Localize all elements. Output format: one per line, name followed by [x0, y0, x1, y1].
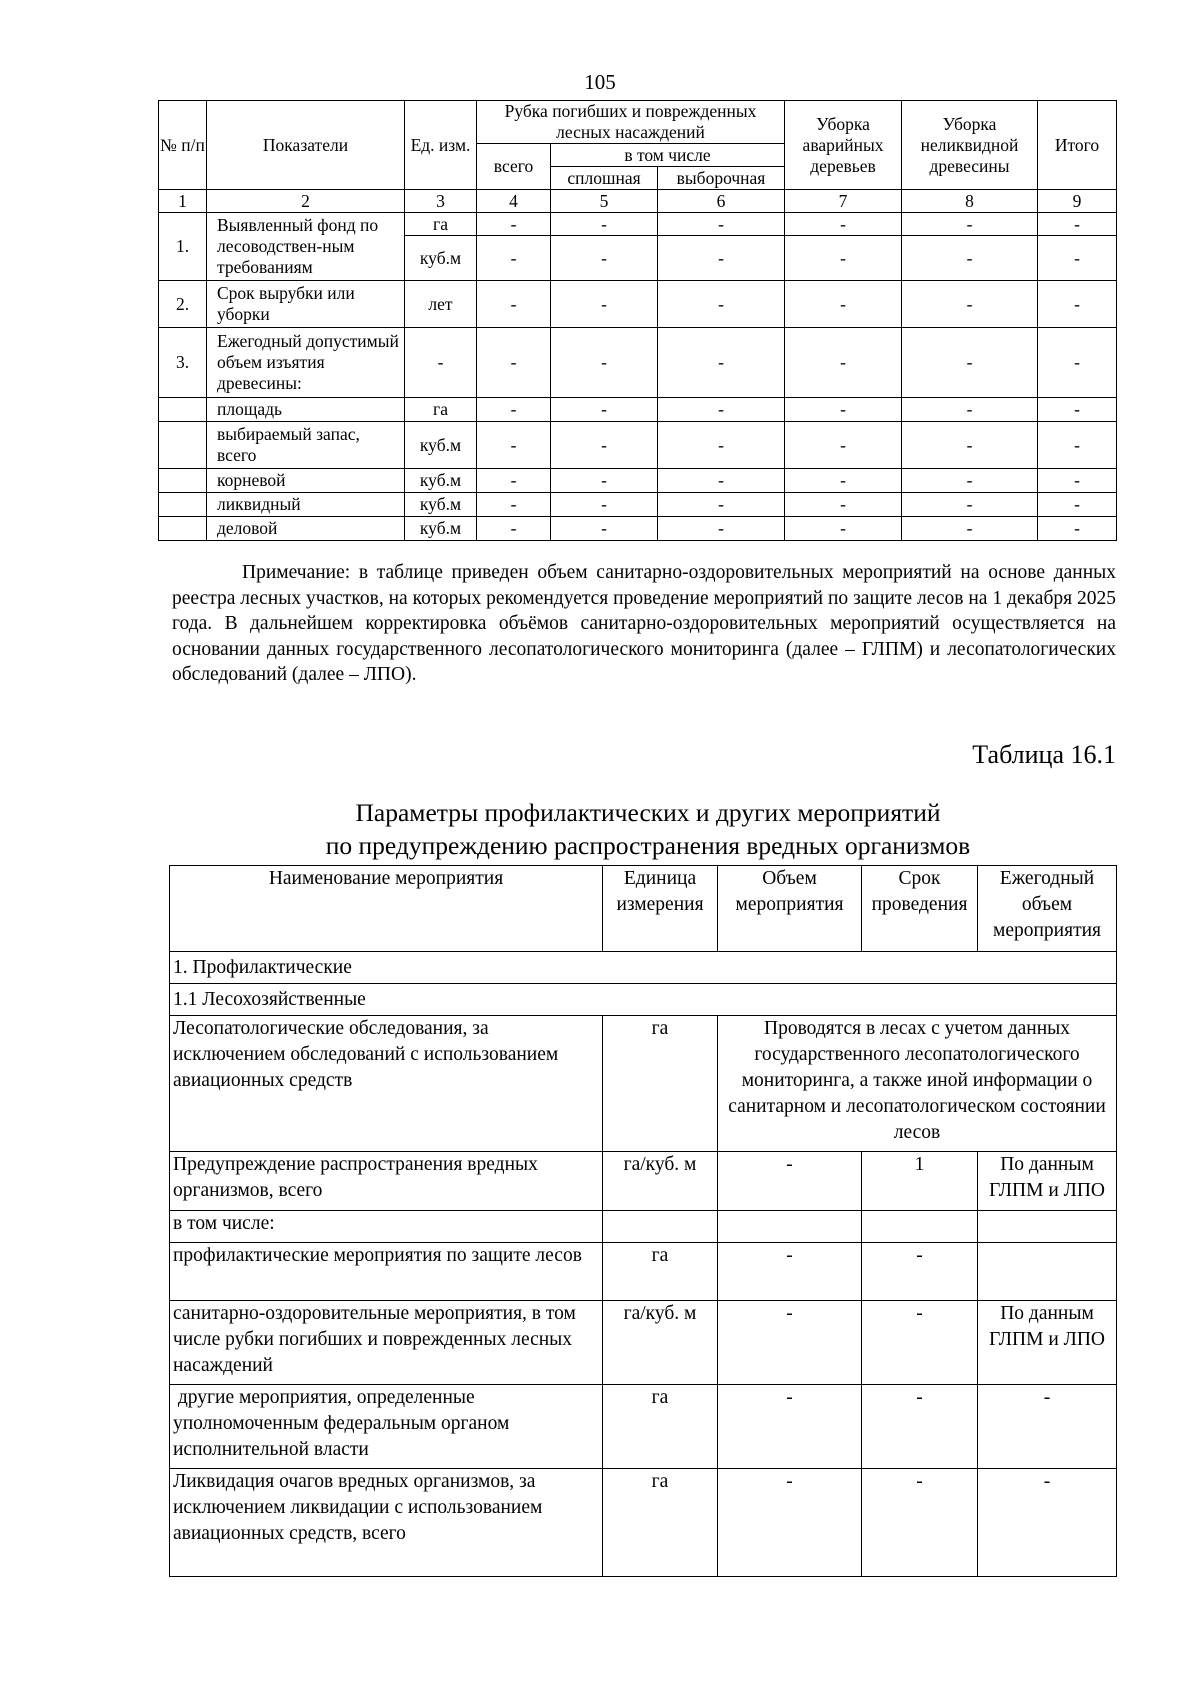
- measure-annual: -: [978, 1469, 1117, 1577]
- dash-cell: -: [477, 398, 551, 422]
- col-number: 7: [785, 190, 902, 213]
- row-unit: лет: [405, 281, 477, 328]
- dash-cell: -: [551, 213, 658, 236]
- dash-cell: -: [785, 236, 902, 281]
- dash-cell: -: [658, 281, 785, 328]
- measure-unit: га: [603, 1469, 718, 1577]
- measure-unit: га: [603, 1385, 718, 1469]
- sanitary-measures-table: [158, 100, 1117, 541]
- measure-name: санитарно-оздоровительные мероприятия, в том числе рубки погибших и поврежденных лесных насаждений: [170, 1301, 603, 1385]
- measure-name: в том числе:: [170, 1211, 603, 1243]
- measure-annual: По данным ГЛПМ и ЛПО: [978, 1152, 1117, 1211]
- row-unit: га: [405, 213, 477, 236]
- header-volume: Объем мероприятия: [718, 866, 862, 952]
- dash-cell: -: [658, 236, 785, 281]
- col-number: 3: [405, 190, 477, 213]
- dash-cell: -: [658, 328, 785, 398]
- row-number: 2.: [159, 281, 207, 328]
- dash-cell: -: [785, 398, 902, 422]
- header-total-sub: всего: [477, 144, 551, 190]
- measure-term: [862, 1211, 978, 1243]
- table-row: [170, 1016, 1117, 1152]
- header-num: № п/п: [159, 101, 207, 190]
- table-row: [170, 1385, 1117, 1469]
- measure-unit: га/куб. м: [603, 1301, 718, 1385]
- dash-cell: -: [1038, 213, 1117, 236]
- dash-cell: -: [902, 517, 1038, 541]
- table-title: [158, 796, 1138, 862]
- measure-term: -: [862, 1385, 978, 1469]
- table-row: [159, 469, 1117, 493]
- row-number: [159, 422, 207, 469]
- dash-cell: -: [477, 281, 551, 328]
- row-indicator: Выявленный фонд по лесоводствен-ным требованиям: [207, 213, 405, 281]
- dash-cell: -: [785, 517, 902, 541]
- row-number: [159, 469, 207, 493]
- dash-cell: -: [1038, 236, 1117, 281]
- table-row: [170, 1469, 1117, 1577]
- row-number: [159, 398, 207, 422]
- dash-cell: -: [1038, 328, 1117, 398]
- dash-cell: -: [477, 236, 551, 281]
- dash-cell: -: [785, 493, 902, 517]
- dash-cell: -: [1038, 469, 1117, 493]
- table-row: [170, 1243, 1117, 1301]
- measure-name: Ликвидация очагов вредных организмов, за исключением ликвидации с использованием авиационных средств, всего: [170, 1469, 603, 1577]
- dash-cell: -: [902, 328, 1038, 398]
- header-including: в том числе: [551, 144, 785, 167]
- table-row: [170, 1211, 1117, 1243]
- dash-cell: -: [477, 517, 551, 541]
- dash-cell: -: [902, 493, 1038, 517]
- dash-cell: -: [477, 422, 551, 469]
- merged-description: Проводятся в лесах с учетом данных государственного лесопатологического мониторинга, а также иной информации о санитарном и лесопатологическом состоянии лесов: [718, 1016, 1117, 1152]
- measure-volume: -: [718, 1385, 862, 1469]
- row-number: [159, 517, 207, 541]
- row-unit: куб.м: [405, 517, 477, 541]
- dash-cell: -: [551, 422, 658, 469]
- dash-cell: -: [785, 281, 902, 328]
- header-itogo: Итого: [1038, 101, 1117, 190]
- measure-unit: га/куб. м: [603, 1152, 718, 1211]
- dash-cell: -: [551, 493, 658, 517]
- header-felling: Рубка погибших и поврежденных лесных насаждений: [477, 101, 785, 144]
- measure-name: профилактические мероприятия по защите лесов: [170, 1243, 603, 1301]
- header-emergency-trees: Уборка аварийных деревьев: [785, 101, 902, 190]
- header-unit: Единица измерения: [603, 866, 718, 952]
- measure-annual: По данным ГЛПМ и ЛПО: [978, 1301, 1117, 1385]
- dash-cell: -: [902, 398, 1038, 422]
- row-indicator: Ежегодный допустимый объем изъятия древесины:: [207, 328, 405, 398]
- row-unit: га: [405, 398, 477, 422]
- measure-term: -: [862, 1301, 978, 1385]
- row-indicator: корневой: [207, 469, 405, 493]
- col-number: 8: [902, 190, 1038, 213]
- dash-cell: -: [902, 281, 1038, 328]
- row-unit: куб.м: [405, 493, 477, 517]
- measure-name: Предупреждение распространения вредных организмов, всего: [170, 1152, 603, 1211]
- col-number: 6: [658, 190, 785, 213]
- dash-cell: -: [1038, 398, 1117, 422]
- row-number: 1.: [159, 213, 207, 281]
- header-solid: сплошная: [551, 167, 658, 190]
- dash-cell: -: [658, 469, 785, 493]
- row-indicator: выбираемый запас, всего: [207, 422, 405, 469]
- table-row: [159, 398, 1117, 422]
- dash-cell: -: [658, 422, 785, 469]
- row-unit: куб.м: [405, 469, 477, 493]
- row-indicator: ликвидный: [207, 493, 405, 517]
- dash-cell: -: [785, 469, 902, 493]
- section-heading: 1.1 Лесохозяйственные: [170, 984, 1117, 1016]
- dash-cell: -: [1038, 281, 1117, 328]
- prevention-measures-table: [169, 865, 1117, 1577]
- dash-cell: -: [902, 422, 1038, 469]
- row-unit: куб.м: [405, 236, 477, 281]
- header-selective: выборочная: [658, 167, 785, 190]
- measure-volume: -: [718, 1152, 862, 1211]
- dash-cell: -: [551, 517, 658, 541]
- dash-cell: -: [551, 328, 658, 398]
- measure-volume: -: [718, 1301, 862, 1385]
- table-row: [159, 213, 1117, 236]
- row-indicator: деловой: [207, 517, 405, 541]
- measure-name: другие мероприятия, определенные уполномоченным федеральным органом исполнительной власти: [170, 1385, 603, 1469]
- col-number: 9: [1038, 190, 1117, 213]
- measure-name: Лесопатологические обследования, за исключением обследований с использованием авиационных средств: [170, 1016, 603, 1152]
- dash-cell: -: [551, 398, 658, 422]
- dash-cell: -: [551, 281, 658, 328]
- dash-cell: -: [658, 398, 785, 422]
- table-title-line: по предупреждению распространения вредных организмов: [325, 831, 971, 860]
- table-row: [170, 1301, 1117, 1385]
- header-unit: Ед. изм.: [405, 101, 477, 190]
- row-unit: -: [405, 328, 477, 398]
- measure-volume: -: [718, 1469, 862, 1577]
- dash-cell: -: [1038, 517, 1117, 541]
- table-row: [159, 422, 1117, 469]
- table-row: [159, 517, 1117, 541]
- dash-cell: -: [477, 328, 551, 398]
- dash-cell: -: [1038, 493, 1117, 517]
- section-heading: 1. Профилактические: [170, 952, 1117, 984]
- dash-cell: -: [902, 236, 1038, 281]
- row-unit: куб.м: [405, 422, 477, 469]
- table-row: [159, 493, 1117, 517]
- header-measure-name: Наименование мероприятия: [170, 866, 603, 952]
- header-term: Срок проведения: [862, 866, 978, 952]
- measure-term: -: [862, 1469, 978, 1577]
- col-number: 5: [551, 190, 658, 213]
- dash-cell: -: [551, 469, 658, 493]
- header-annual-volume: Ежегодный объем мероприятия: [978, 866, 1117, 952]
- measure-term: -: [862, 1243, 978, 1301]
- dash-cell: -: [902, 469, 1038, 493]
- dash-cell: -: [551, 236, 658, 281]
- page-number: 105: [584, 70, 616, 94]
- dash-cell: -: [902, 213, 1038, 236]
- row-indicator: площадь: [207, 398, 405, 422]
- measure-annual: -: [978, 1385, 1117, 1469]
- table-row: [159, 328, 1117, 398]
- column-numbers-row: [159, 190, 1117, 213]
- row-indicator: Срок вырубки или уборки: [207, 281, 405, 328]
- dash-cell: -: [1038, 422, 1117, 469]
- measure-term: 1: [862, 1152, 978, 1211]
- dash-cell: -: [477, 213, 551, 236]
- row-number: [159, 493, 207, 517]
- measure-annual: [978, 1211, 1117, 1243]
- table-note: Примечание: в таблице приведен объем санитарно-оздоровительных мероприятий на основе данных реестра лесных участков, на которых рекомендуется проведение мероприятий по защите лесов на 1 декабря 2025 года. В дальнейшем корректировка объёмов санитарно-оздоровительных мероприятий осуществляется на основании данных государственного лесопатологического мониторинга (далее – ГЛПМ) и лесопатологических обследований (далее – ЛПО).: [172, 562, 1116, 685]
- measure-unit: га: [603, 1016, 718, 1152]
- dash-cell: -: [785, 213, 902, 236]
- measure-volume: -: [718, 1243, 862, 1301]
- measure-unit: га: [603, 1243, 718, 1301]
- dash-cell: -: [658, 493, 785, 517]
- col-number: 1: [159, 190, 207, 213]
- col-number: 2: [207, 190, 405, 213]
- measure-volume: [718, 1211, 862, 1243]
- col-number: 4: [477, 190, 551, 213]
- dash-cell: -: [477, 493, 551, 517]
- header-indicators: Показатели: [207, 101, 405, 190]
- table-title-line: Параметры профилактических и других мероприятий: [355, 798, 941, 827]
- measure-unit: [603, 1211, 718, 1243]
- table-row: [159, 281, 1117, 328]
- row-number: 3.: [159, 328, 207, 398]
- dash-cell: -: [658, 517, 785, 541]
- dash-cell: -: [785, 328, 902, 398]
- dash-cell: -: [658, 213, 785, 236]
- table-caption: Таблица 16.1: [972, 740, 1116, 769]
- dash-cell: -: [477, 469, 551, 493]
- dash-cell: -: [785, 422, 902, 469]
- table-row: [170, 1152, 1117, 1211]
- header-nonliquid-wood: Уборка неликвидной древесины: [902, 101, 1038, 190]
- measure-annual: [978, 1243, 1117, 1301]
